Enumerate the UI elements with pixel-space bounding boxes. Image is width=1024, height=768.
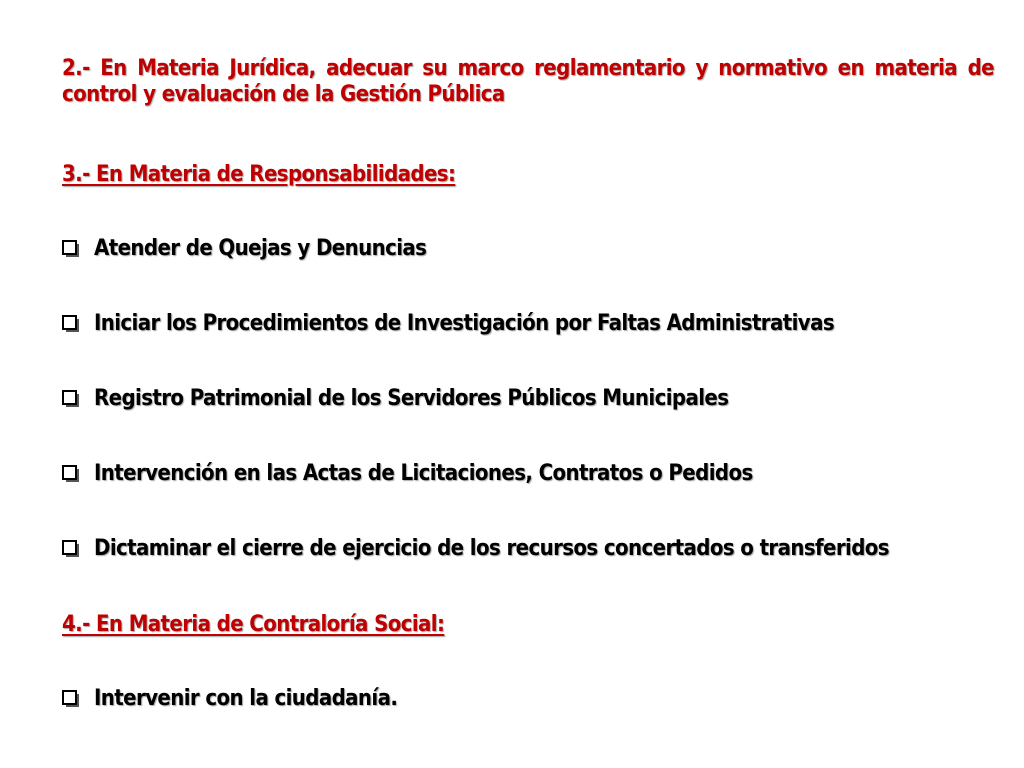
list-item xyxy=(62,461,753,486)
hollow-square-bullet-icon xyxy=(62,690,80,708)
list-item-text: Registro Patrimonial de los Servidores Públicos Municipales xyxy=(94,386,729,411)
hollow-square-bullet-icon xyxy=(62,240,80,258)
hollow-square-bullet-icon xyxy=(62,390,80,408)
list-item xyxy=(62,311,834,336)
list-item xyxy=(62,386,728,411)
hollow-square-bullet-icon xyxy=(62,315,80,333)
hollow-square-bullet-icon xyxy=(62,465,80,483)
list-item-text: Intervenir con la ciudadanía. xyxy=(94,686,398,711)
list-item-text: Dictaminar el cierre de ejercicio de los recursos concertados o transferidos xyxy=(94,536,889,561)
list-item xyxy=(62,686,397,711)
list-item-text: Intervención en las Actas de Licitaciones, Contratos o Pedidos xyxy=(94,461,753,486)
list-item-text: Iniciar los Procedimientos de Investigación por Faltas Administrativas xyxy=(94,311,834,336)
section-2-paragraph: 2.- En Materia Jurídica, adecuar su marco reglamentario y normativo en materia de control y evaluación de la Gestión Pública xyxy=(62,56,994,107)
list-item-text: Atender de Quejas y Denuncias xyxy=(94,236,427,261)
section-3-heading: 3.- En Materia de Responsabilidades: xyxy=(62,162,456,187)
list-item xyxy=(62,536,889,561)
hollow-square-bullet-icon xyxy=(62,540,80,558)
list-item xyxy=(62,236,426,261)
section-4-heading: 4.- En Materia de Contraloría Social: xyxy=(62,612,445,637)
